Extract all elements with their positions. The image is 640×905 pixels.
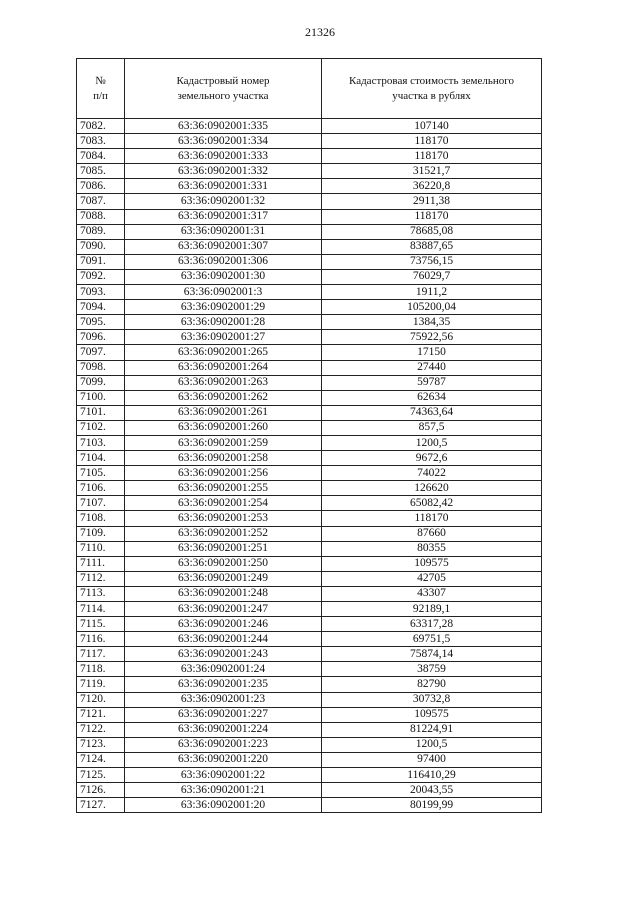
table-row <box>77 541 542 556</box>
cadastral-value-cell: 30732,8 <box>322 692 542 707</box>
cadastral-value-cell: 109575 <box>322 707 542 722</box>
table-row <box>77 451 542 466</box>
row-number-cell: 7106. <box>77 481 125 496</box>
header-row-number <box>77 59 125 119</box>
table-row <box>77 692 542 707</box>
cadastral-value-cell: 109575 <box>322 556 542 571</box>
page-number: 21326 <box>305 25 335 39</box>
row-number-cell: 7112. <box>77 571 125 586</box>
cadastral-value-cell: 81224,91 <box>322 722 542 737</box>
row-number-cell: 7096. <box>77 330 125 345</box>
table-row <box>77 496 542 511</box>
header-line: земельного участка <box>177 89 269 102</box>
row-number-cell: 7098. <box>77 360 125 375</box>
cadastral-value-cell: 59787 <box>322 375 542 390</box>
cadastral-number-cell: 63:36:0902001:27 <box>125 330 322 345</box>
row-number-cell: 7087. <box>77 194 125 209</box>
cadastral-value-cell: 42705 <box>322 571 542 586</box>
cadastral-number-cell: 63:36:0902001:28 <box>125 315 322 330</box>
row-number-cell: 7086. <box>77 179 125 194</box>
cadastral-value-cell: 65082,42 <box>322 496 542 511</box>
cadastral-value-cell: 107140 <box>322 119 542 134</box>
cadastral-number-cell: 63:36:0902001:335 <box>125 119 322 134</box>
table-row <box>77 511 542 526</box>
cadastral-number-cell: 63:36:0902001:332 <box>125 164 322 179</box>
table-row <box>77 315 542 330</box>
cadastral-number-cell: 63:36:0902001:254 <box>125 496 322 511</box>
table-row <box>77 737 542 752</box>
cadastral-number-cell: 63:36:0902001:21 <box>125 783 322 798</box>
cadastral-number-cell: 63:36:0902001:331 <box>125 179 322 194</box>
cadastral-number-cell: 63:36:0902001:251 <box>125 541 322 556</box>
table-row <box>77 602 542 617</box>
row-number-cell: 7115. <box>77 617 125 632</box>
cadastral-number-cell: 63:36:0902001:333 <box>125 149 322 164</box>
table-row <box>77 134 542 149</box>
row-number-cell: 7123. <box>77 737 125 752</box>
table-row <box>77 285 542 300</box>
table-row <box>77 722 542 737</box>
row-number-cell: 7105. <box>77 466 125 481</box>
cadastral-value-cell: 38759 <box>322 662 542 677</box>
row-number-cell: 7094. <box>77 300 125 315</box>
cadastral-value-cell: 118170 <box>322 149 542 164</box>
cadastral-value-cell: 92189,1 <box>322 602 542 617</box>
cadastral-number-cell: 63:36:0902001:334 <box>125 134 322 149</box>
table-row <box>77 481 542 496</box>
cadastral-value-table <box>76 58 542 813</box>
row-number-cell: 7091. <box>77 254 125 269</box>
cadastral-value-cell: 73756,15 <box>322 254 542 269</box>
cadastral-number-cell: 63:36:0902001:220 <box>125 752 322 767</box>
cadastral-value-cell: 63317,28 <box>322 617 542 632</box>
cadastral-value-cell: 2911,38 <box>322 194 542 209</box>
row-number-cell: 7085. <box>77 164 125 179</box>
row-number-cell: 7114. <box>77 602 125 617</box>
row-number-cell: 7097. <box>77 345 125 360</box>
cadastral-number-cell: 63:36:0902001:317 <box>125 209 322 224</box>
cadastral-value-cell: 105200,04 <box>322 300 542 315</box>
cadastral-value-cell: 1911,2 <box>322 285 542 300</box>
table-row <box>77 300 542 315</box>
cadastral-number-cell: 63:36:0902001:250 <box>125 556 322 571</box>
cadastral-value-cell: 78685,08 <box>322 224 542 239</box>
cadastral-number-cell: 63:36:0902001:255 <box>125 481 322 496</box>
table-row <box>77 617 542 632</box>
table-row <box>77 239 542 254</box>
cadastral-number-cell: 63:36:0902001:261 <box>125 405 322 420</box>
table-row <box>77 330 542 345</box>
row-number-cell: 7093. <box>77 285 125 300</box>
cadastral-number-cell: 63:36:0902001:224 <box>125 722 322 737</box>
table-row <box>77 360 542 375</box>
table-row <box>77 119 542 134</box>
cadastral-value-cell: 118170 <box>322 511 542 526</box>
row-number-cell: 7092. <box>77 269 125 284</box>
cadastral-number-cell: 63:36:0902001:32 <box>125 194 322 209</box>
table-row <box>77 632 542 647</box>
cadastral-number-cell: 63:36:0902001:256 <box>125 466 322 481</box>
cadastral-number-cell: 63:36:0902001:244 <box>125 632 322 647</box>
cadastral-value-cell: 75874,14 <box>322 647 542 662</box>
table-row <box>77 435 542 450</box>
header-line: участка в рублях <box>392 89 471 102</box>
cadastral-number-cell: 63:36:0902001:243 <box>125 647 322 662</box>
header-line: Кадастровый номер <box>176 74 270 87</box>
header-line: Кадастровая стоимость земельного <box>349 74 514 87</box>
table-row <box>77 390 542 405</box>
row-number-cell: 7095. <box>77 315 125 330</box>
table-row <box>77 269 542 284</box>
row-number-cell: 7109. <box>77 526 125 541</box>
cadastral-value-cell: 74022 <box>322 466 542 481</box>
table-row <box>77 420 542 435</box>
cadastral-value-cell: 62634 <box>322 390 542 405</box>
cadastral-value-cell: 75922,56 <box>322 330 542 345</box>
row-number-cell: 7111. <box>77 556 125 571</box>
row-number-cell: 7113. <box>77 586 125 601</box>
table-row <box>77 466 542 481</box>
row-number-cell: 7119. <box>77 677 125 692</box>
table-row <box>77 209 542 224</box>
row-number-cell: 7127. <box>77 798 125 813</box>
table-header-row <box>77 59 542 119</box>
cadastral-number-cell: 63:36:0902001:246 <box>125 617 322 632</box>
cadastral-value-cell: 69751,5 <box>322 632 542 647</box>
table-row <box>77 179 542 194</box>
cadastral-number-cell: 63:36:0902001:258 <box>125 451 322 466</box>
cadastral-number-cell: 63:36:0902001:24 <box>125 662 322 677</box>
cadastral-number-cell: 63:36:0902001:265 <box>125 345 322 360</box>
cadastral-number-cell: 63:36:0902001:264 <box>125 360 322 375</box>
row-number-cell: 7103. <box>77 435 125 450</box>
cadastral-number-cell: 63:36:0902001:259 <box>125 435 322 450</box>
row-number-cell: 7083. <box>77 134 125 149</box>
cadastral-value-cell: 80355 <box>322 541 542 556</box>
cadastral-number-cell: 63:36:0902001:223 <box>125 737 322 752</box>
cadastral-number-cell: 63:36:0902001:235 <box>125 677 322 692</box>
cadastral-value-cell: 118170 <box>322 209 542 224</box>
table-row <box>77 164 542 179</box>
cadastral-value-cell: 1200,5 <box>322 737 542 752</box>
cadastral-value-cell: 27440 <box>322 360 542 375</box>
row-number-cell: 7089. <box>77 224 125 239</box>
table-row <box>77 254 542 269</box>
header-cadastral-value <box>322 59 542 119</box>
cadastral-number-cell: 63:36:0902001:30 <box>125 269 322 284</box>
table-row <box>77 798 542 813</box>
cadastral-number-cell: 63:36:0902001:253 <box>125 511 322 526</box>
cadastral-value-cell: 74363,64 <box>322 405 542 420</box>
table-row <box>77 752 542 767</box>
cadastral-number-cell: 63:36:0902001:247 <box>125 602 322 617</box>
cadastral-value-cell: 1200,5 <box>322 435 542 450</box>
cadastral-value-cell: 82790 <box>322 677 542 692</box>
table-row <box>77 571 542 586</box>
cadastral-number-cell: 63:36:0902001:248 <box>125 586 322 601</box>
header-line: № <box>95 74 106 87</box>
table-row <box>77 677 542 692</box>
cadastral-number-cell: 63:36:0902001:29 <box>125 300 322 315</box>
row-number-cell: 7120. <box>77 692 125 707</box>
row-number-cell: 7099. <box>77 375 125 390</box>
row-number-cell: 7110. <box>77 541 125 556</box>
row-number-cell: 7116. <box>77 632 125 647</box>
row-number-cell: 7088. <box>77 209 125 224</box>
cadastral-value-cell: 116410,29 <box>322 768 542 783</box>
row-number-cell: 7117. <box>77 647 125 662</box>
row-number-cell: 7124. <box>77 752 125 767</box>
row-number-cell: 7084. <box>77 149 125 164</box>
row-number-cell: 7100. <box>77 390 125 405</box>
cadastral-value-cell: 126620 <box>322 481 542 496</box>
cadastral-number-cell: 63:36:0902001:3 <box>125 285 322 300</box>
cadastral-number-cell: 63:36:0902001:227 <box>125 707 322 722</box>
cadastral-number-cell: 63:36:0902001:307 <box>125 239 322 254</box>
cadastral-value-cell: 1384,35 <box>322 315 542 330</box>
cadastral-number-cell: 63:36:0902001:262 <box>125 390 322 405</box>
table-row <box>77 375 542 390</box>
table-row <box>77 149 542 164</box>
table-row <box>77 768 542 783</box>
cadastral-value-cell: 857,5 <box>322 420 542 435</box>
row-number-cell: 7082. <box>77 119 125 134</box>
cadastral-value-cell: 83887,65 <box>322 239 542 254</box>
cadastral-number-cell: 63:36:0902001:252 <box>125 526 322 541</box>
cadastral-value-cell: 9672,6 <box>322 451 542 466</box>
table-row <box>77 405 542 420</box>
row-number-cell: 7102. <box>77 420 125 435</box>
cadastral-number-cell: 63:36:0902001:20 <box>125 798 322 813</box>
cadastral-number-cell: 63:36:0902001:31 <box>125 224 322 239</box>
cadastral-value-cell: 97400 <box>322 752 542 767</box>
table-row <box>77 662 542 677</box>
cadastral-number-cell: 63:36:0902001:22 <box>125 768 322 783</box>
table-row <box>77 647 542 662</box>
row-number-cell: 7126. <box>77 783 125 798</box>
table-row <box>77 556 542 571</box>
cadastral-value-cell: 43307 <box>322 586 542 601</box>
row-number-cell: 7122. <box>77 722 125 737</box>
row-number-cell: 7125. <box>77 768 125 783</box>
table-row <box>77 345 542 360</box>
row-number-cell: 7121. <box>77 707 125 722</box>
row-number-cell: 7107. <box>77 496 125 511</box>
table-body <box>77 119 542 813</box>
row-number-cell: 7108. <box>77 511 125 526</box>
cadastral-number-cell: 63:36:0902001:263 <box>125 375 322 390</box>
cadastral-value-cell: 20043,55 <box>322 783 542 798</box>
cadastral-number-cell: 63:36:0902001:306 <box>125 254 322 269</box>
cadastral-number-cell: 63:36:0902001:260 <box>125 420 322 435</box>
row-number-cell: 7101. <box>77 405 125 420</box>
table-row <box>77 224 542 239</box>
cadastral-value-cell: 31521,7 <box>322 164 542 179</box>
cadastral-value-cell: 80199,99 <box>322 798 542 813</box>
cadastral-value-cell: 76029,7 <box>322 269 542 284</box>
cadastral-value-cell: 36220,8 <box>322 179 542 194</box>
header-cadastral-number <box>125 59 322 119</box>
table-row <box>77 194 542 209</box>
table-row <box>77 707 542 722</box>
cadastral-value-cell: 87660 <box>322 526 542 541</box>
row-number-cell: 7118. <box>77 662 125 677</box>
table-row <box>77 526 542 541</box>
cadastral-number-cell: 63:36:0902001:249 <box>125 571 322 586</box>
cadastral-value-cell: 17150 <box>322 345 542 360</box>
table-row <box>77 586 542 601</box>
cadastral-value-cell: 118170 <box>322 134 542 149</box>
table-row <box>77 783 542 798</box>
header-line: п/п <box>93 89 108 102</box>
cadastral-number-cell: 63:36:0902001:23 <box>125 692 322 707</box>
row-number-cell: 7090. <box>77 239 125 254</box>
row-number-cell: 7104. <box>77 451 125 466</box>
